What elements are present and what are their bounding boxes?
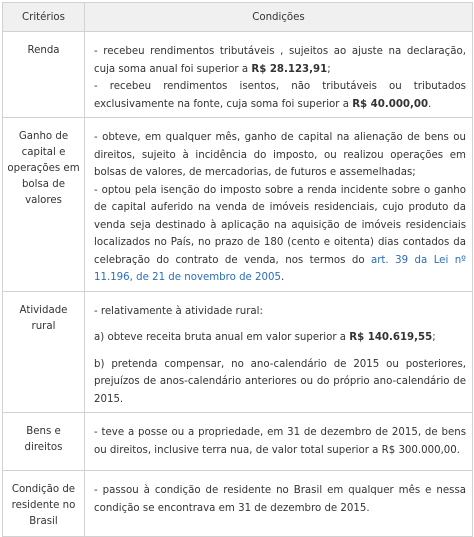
criterio-residente: Condição de residente no Brasil [3, 471, 85, 537]
table-row [3, 118, 473, 292]
table-row [3, 291, 473, 413]
table-header-row [3, 3, 473, 32]
criterio-renda: Renda [3, 32, 85, 118]
condicoes-renda [85, 32, 473, 118]
table-row [3, 413, 473, 471]
criterio-ganho-capital: Ganho de capital e operações em bolsa de valores [3, 118, 85, 292]
header-condicoes: Condições [85, 3, 473, 32]
condicao-line: - passou à condição de residente no Brasil em qualquer mês e nessa condição se encontrava em 31 de dezembro de 2015. [94, 485, 466, 514]
table-row [3, 32, 473, 118]
condicao-line: - optou pela isenção do imposto sobre a renda incidente sobre o ganho de capital auferido na venda de imóveis residenciais, cujo produto da venda seja destinado à aplicação na aquisição de imóveis residenciais localizados no País, no prazo de 180 (cento e oitenta) dias contados da celebração do contrato de venda, nos termos do art. 39 da Lei nº 11.196, de 21 de novembro de 2005. [94, 184, 466, 283]
condicao-line: a) obteve receita bruta anual em valor superior a R$ 140.619,55; [94, 332, 436, 343]
valor-highlight: R$ 28.123,91 [251, 63, 328, 75]
condicoes-atividade-rural [85, 291, 473, 413]
condicoes-ganho-capital [85, 118, 473, 292]
condicao-line: - obteve, em qualquer mês, ganho de capital na alienação de bens ou direitos, sujeito à incidência do imposto, ou realizou operações em bolsas de valores, de mercadorias, de futuros e assemelhadas; [94, 132, 466, 178]
link-art-39[interactable]: art. 39 da [371, 254, 428, 266]
condicao-line: - teve a posse ou a propriedade, em 31 de dezembro de 2015, de bens ou direitos, inclusive terra nua, de valor total superior a R$ 300.000,00. [94, 427, 466, 456]
link-lei-11196[interactable]: Lei nº 11.196, de 21 de novembro de 2005 [94, 254, 466, 283]
criteria-table [2, 2, 473, 537]
criterio-bens-direitos: Bens e direitos [3, 413, 85, 471]
condicao-line: b) pretenda compensar, no ano-calendário de 2015 ou posteriores, prejuízos de anos-calendário anteriores ou do próprio ano-calendário de 2015. [94, 358, 466, 405]
condicao-line: - relativamente à atividade rural: [94, 305, 263, 317]
table-row [3, 471, 473, 537]
valor-highlight: R$ 40.000,00 [352, 98, 429, 110]
valor-highlight: R$ 140.619,55 [349, 332, 433, 343]
condicao-line: - recebeu rendimentos isentos, não tributáveis ou tributados exclusivamente na fonte, cuja soma foi superior a R$ 40.000,00. [94, 81, 466, 110]
condicoes-residente [85, 471, 473, 537]
criterio-atividade-rural: Atividade rural [3, 291, 85, 413]
condicao-line: - recebeu rendimentos tributáveis , sujeitos ao ajuste na declaração, cuja soma anual foi superior a R$ 28.123,91; [94, 46, 466, 75]
condicoes-bens-direitos [85, 413, 473, 471]
header-criterios: Critérios [3, 3, 85, 32]
